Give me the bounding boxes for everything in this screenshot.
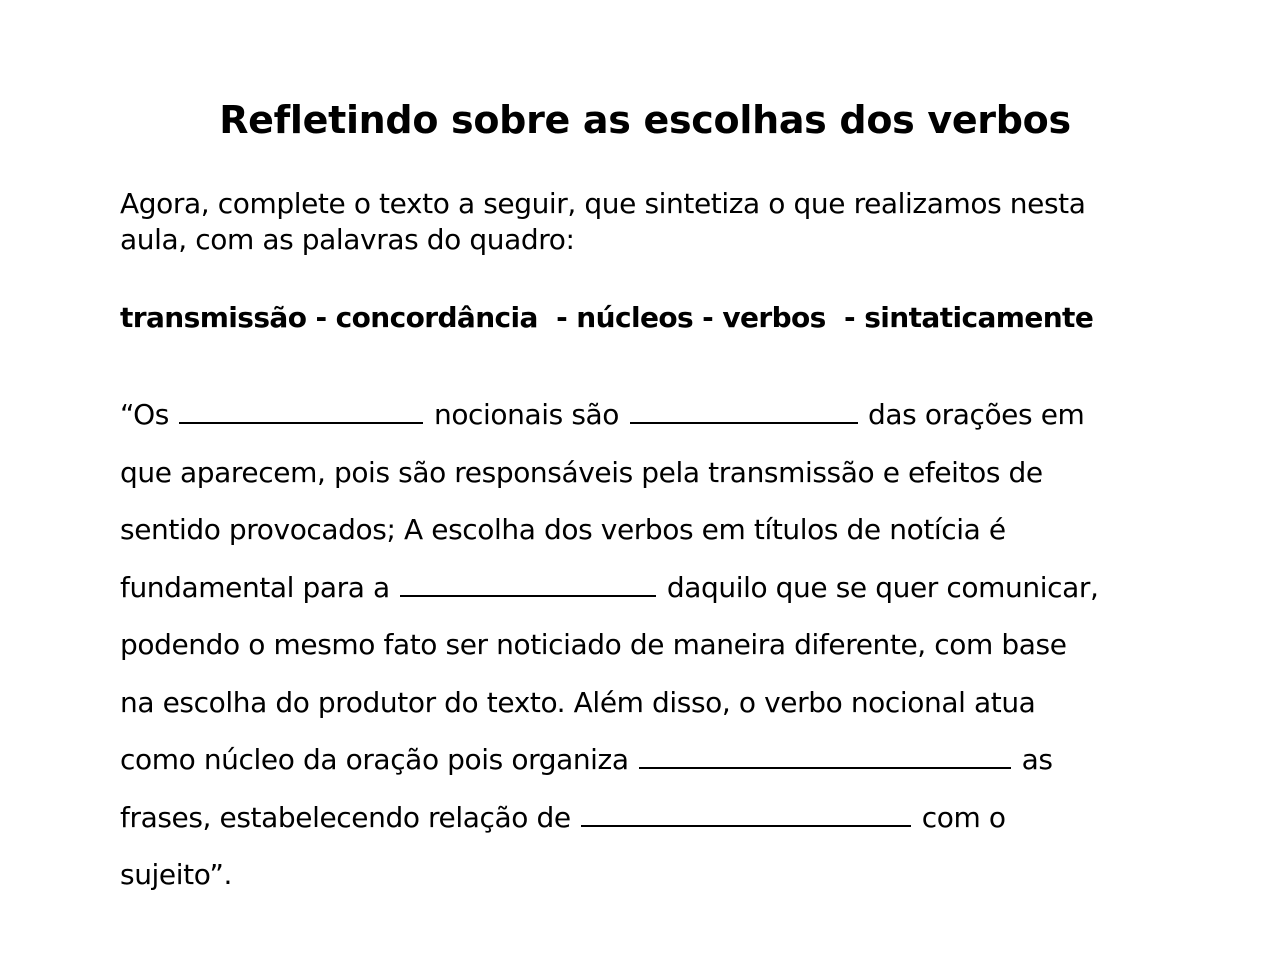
passage-text: as [1021,743,1053,776]
passage-line-5: podendo o mesmo fato ser noticiado de maneira diferente, com base [120,628,1067,661]
passage-line-6: na escolha do produtor do texto. Além disso, o verbo nocional atua [120,685,1036,719]
passage-line-3: sentido provocados; A escolha dos verbos em títulos de notícia é [120,513,1006,546]
passage-text: como núcleo da oração pois organiza [120,743,629,776]
passage-text: das orações em [868,398,1085,431]
passage-line-1 [120,395,1200,453]
instructions-line-1: Agora, complete o texto a seguir, que sintetiza o que realizamos nesta [120,187,1086,220]
passage-text: fundamental para a [120,570,390,604]
passage-line-2: que aparecem, pois são responsáveis pela transmissão e efeitos de [120,455,1043,489]
passage-text: “Os [120,398,169,431]
passage-line-9: sujeito”. [120,858,233,891]
passage-line-4 [120,568,1200,626]
blank-5[interactable] [581,801,911,827]
page-title: Refletindo sobre as escolhas dos verbos [219,98,1071,142]
blank-4[interactable] [639,743,1011,769]
instructions-line-2: aula, com as palavras do quadro: [120,223,575,256]
blank-2[interactable] [630,398,858,424]
passage-text: frases, estabelecendo relação de [120,800,571,834]
passage-line-7 [120,740,1200,798]
passage-text: daquilo que se quer comunicar, [666,570,1099,604]
passage-text: nocionais são [433,398,619,431]
blank-1[interactable] [179,398,423,424]
instructions [120,186,1180,258]
passage-text: com o [921,800,1006,834]
fill-in-passage [120,395,1200,913]
word-bank: transmissão - concordância - núcleos - verbos - sintaticamente [120,301,1094,334]
blank-3[interactable] [400,571,656,597]
passage-line-8 [120,798,1200,856]
